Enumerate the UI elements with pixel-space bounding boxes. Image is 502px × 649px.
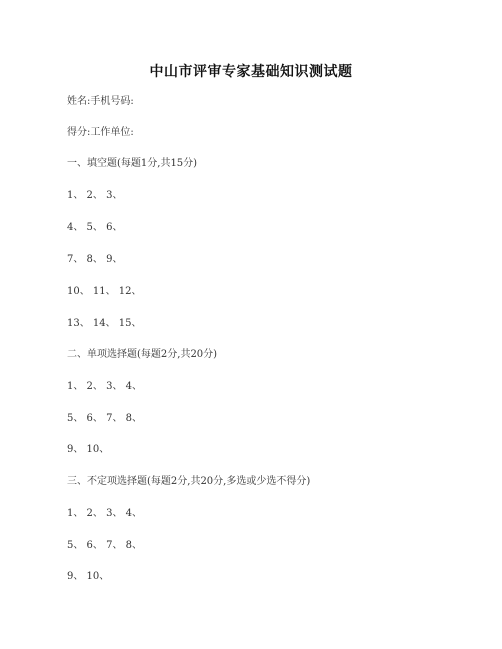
answer-line: 1、 2、 3、 4、 [67, 381, 142, 392]
answer-line: 5、 6、 7、 8、 [67, 540, 142, 551]
answer-line: 10、 11、 12、 [67, 286, 142, 297]
section-single-choice-heading: 二、单项选择题(每题2分,共20分) [67, 349, 218, 360]
answer-line: 1、 2、 3、 4、 [67, 508, 142, 519]
section-fill-in-heading: 一、填空题(每题1分,共15分) [67, 158, 198, 169]
answer-line: 9、 10、 [67, 444, 110, 455]
section-multi-choice-heading: 三、不定项选择题(每题2分,共20分,多选或少选不得分) [67, 476, 311, 487]
answer-line: 4、 5、 6、 [67, 222, 123, 233]
answer-line: 1、 2、 3、 [67, 190, 123, 201]
answer-line: 13、 14、 15、 [67, 318, 142, 329]
answer-line: 9、 10、 [67, 571, 110, 582]
document-title: 中山市评审专家基础知识测试题 [149, 64, 353, 80]
name-phone-line: 姓名:手机号码: [67, 96, 134, 107]
score-workplace-line: 得分:工作单位: [67, 127, 134, 138]
answer-line: 7、 8、 9、 [67, 254, 123, 265]
answer-line: 5、 6、 7、 8、 [67, 413, 142, 424]
